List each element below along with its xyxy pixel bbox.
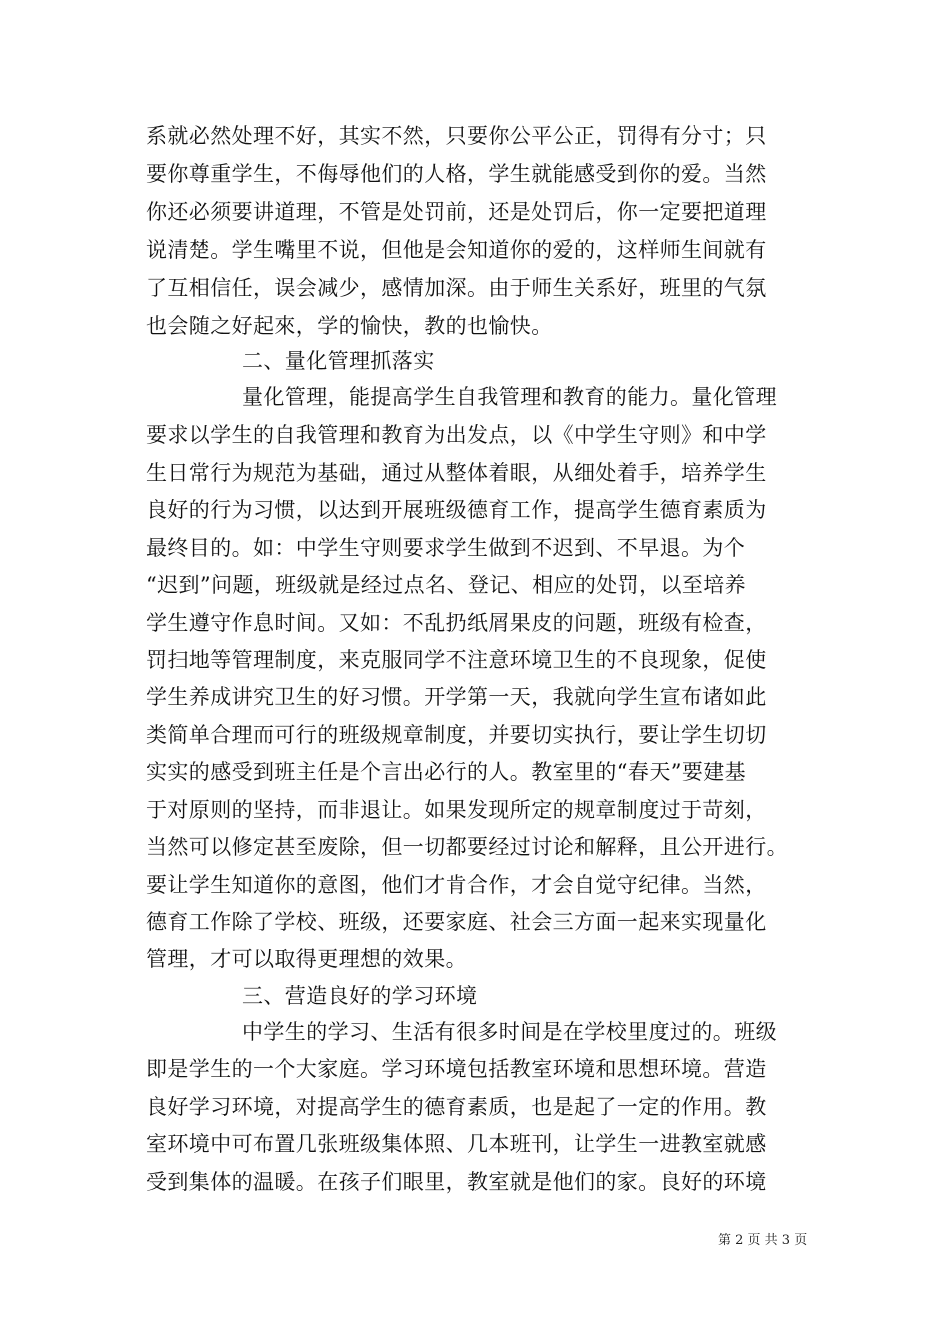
paragraph-first-line: 量化管理，能提高学生自我管理和教育的能力。量化管理 [242,385,777,409]
text-line: 即是学生的一个大家庭。学习环境包括教室环境和思想环境。营造 [146,1057,767,1081]
text-line: 于对原则的坚持，而非退让。如果发现所定的规章制度过于苛刻， [146,798,767,822]
text-line: 了互相信任，误会减少，感情加深。由于师生关系好，班里的气氛 [146,276,767,300]
text-line: “迟到”问题，班级就是经过点名、登记、相应的处罚，以至培养 [146,573,747,597]
text-line: 当然可以修定甚至废除，但一切都要经过讨论和解释，且公开进行。 [146,835,788,859]
text-line: 系就必然处理不好，其实不然，只要你公平公正，罚得有分寸；只 [146,124,767,148]
text-line: 要让学生知道你的意图，他们才肯合作，才会自觉守纪律。当然， [146,873,767,897]
section-heading-2: 二、量化管理抓落实 [242,349,435,373]
text-line: 良好学习环境，对提高学生的德育素质，也是起了一定的作用。教 [146,1095,767,1119]
text-line: 要求以学生的自我管理和教育为出发点，以《中学生守则》和中学 [146,423,767,447]
text-line: 实实的感受到班主任是个言出必行的人。教室里的“春天”要建基 [146,760,747,784]
text-line: 你还必须要讲道理，不管是处罚前，还是处罚后，你一定要把道理 [146,200,767,224]
text-line: 要你尊重学生，不侮辱他们的人格，学生就能感受到你的爱。当然 [146,162,767,186]
text-line: 管理，才可以取得更理想的效果。 [146,947,467,971]
text-line: 学生遵守作息时间。又如：不乱扔纸屑果皮的问题，班级有检查， [146,611,767,635]
text-line: 良好的行为习惯，以达到开展班级德育工作，提高学生德育素质为 [146,498,767,522]
text-line: 室环境中可布置几张班级集体照、几本班刊，让学生一进教室就感 [146,1132,767,1156]
text-line: 罚扫地等管理制度，来克服同学不注意环境卫生的不良现象，促使 [146,648,767,672]
text-line: 类简单合理而可行的班级规章制度，并要切实执行，要让学生切切 [146,723,767,747]
text-line: 学生养成讲究卫生的好习惯。开学第一天，我就向学生宣布诸如此 [146,685,767,709]
text-line: 说清楚。学生嘴里不说，但他是会知道你的爱的，这样师生间就有 [146,238,767,262]
text-line: 也会随之好起來，学的愉快，教的也愉快。 [146,314,553,338]
text-line: 德育工作除了学校、班级，还要家庭、社会三方面一起来实现量化 [146,910,767,934]
text-line: 生日常行为规范为基础，通过从整体着眼，从细处着手，培养学生 [146,461,767,485]
page-number-footer: 第 2 页 共 3 页 [718,1233,808,1248]
paragraph-first-line: 中学生的学习、生活有很多时间是在学校里度过的。班级 [242,1020,777,1044]
section-heading-3: 三、营造良好的学习环境 [242,984,478,1008]
text-line: 受到集体的温暖。在孩子们眼里，教室就是他们的家。良好的环境 [146,1170,767,1194]
text-line: 最终目的。如：中学生守则要求学生做到不迟到、不早退。为个 [146,536,746,560]
